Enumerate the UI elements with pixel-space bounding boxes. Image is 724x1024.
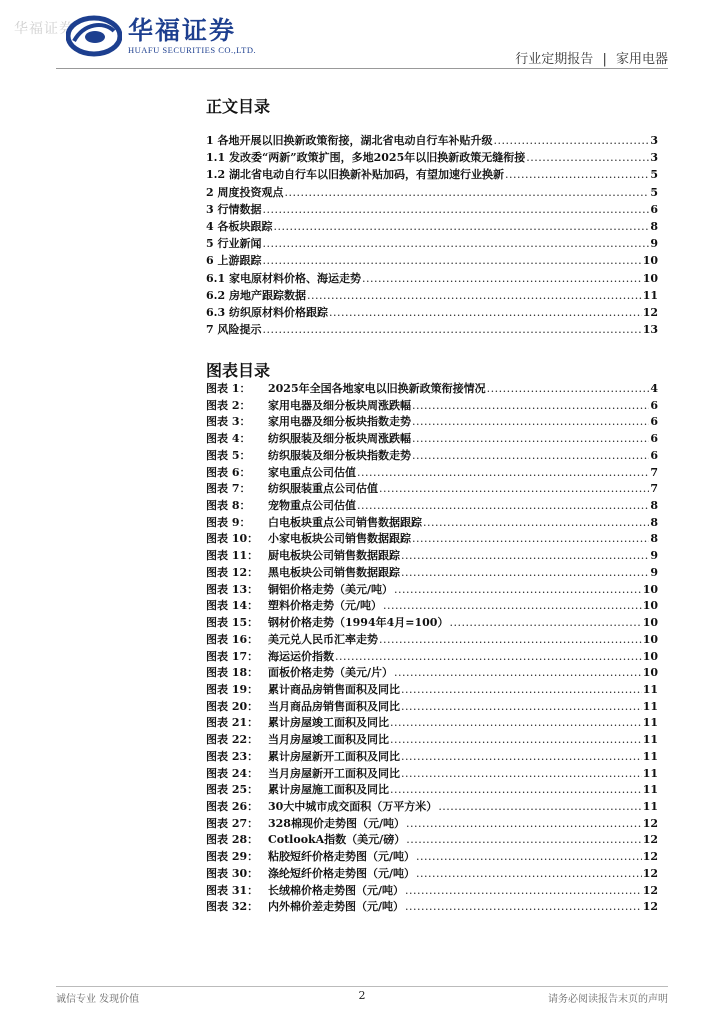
- figure-entry-label: 图表 29：: [206, 850, 259, 864]
- toc-leader-dots: [262, 201, 649, 218]
- figure-entry[interactable]: [206, 531, 658, 548]
- figure-entry-label: 图表 5：: [206, 448, 251, 462]
- toc-entry-page: 6: [650, 202, 658, 216]
- toc-leader-dots: [487, 381, 650, 398]
- figure-entry-title: [206, 749, 400, 766]
- figure-entry-text: 美元兑人民币汇率走势: [268, 632, 378, 646]
- figure-entry-page: 12: [642, 883, 658, 897]
- toc-leader-dots: [412, 414, 649, 431]
- header-divider: [56, 68, 668, 69]
- figure-entry-text: 30大中城市成交面积（万平方米）: [268, 799, 438, 813]
- figure-entry-label: 图表 18：: [206, 666, 259, 680]
- figure-entry-page: 12: [642, 816, 658, 830]
- figure-entry-page: 6: [650, 398, 658, 412]
- figure-entry[interactable]: [206, 665, 658, 682]
- toc-entry-text: 7 风险提示: [206, 323, 262, 337]
- figure-entry[interactable]: [206, 732, 658, 749]
- figure-entry-title: [206, 465, 356, 482]
- figure-entry[interactable]: [206, 515, 658, 532]
- toc-entry[interactable]: [206, 218, 658, 235]
- figure-entry-page: 10: [642, 649, 658, 663]
- toc-leader-dots: [284, 184, 649, 201]
- toc-leader-dots: [390, 715, 642, 732]
- figure-entry-text: 家用电器及细分板块指数走势: [268, 415, 411, 429]
- toc-leader-dots: [335, 649, 642, 666]
- figure-entry-label: 图表 13：: [206, 582, 259, 596]
- figure-entry[interactable]: [206, 598, 658, 615]
- figure-entry-title: [206, 883, 404, 900]
- figure-entry-title: [206, 448, 411, 465]
- figure-entry-page: 11: [642, 766, 658, 780]
- toc-leader-dots: [383, 598, 642, 615]
- toc-leader-dots: [401, 766, 642, 783]
- figure-entry[interactable]: [206, 649, 658, 666]
- toc-entry[interactable]: [206, 166, 658, 183]
- contents-list: [206, 132, 658, 338]
- toc-leader-dots: [262, 321, 641, 338]
- toc-entry[interactable]: [206, 252, 658, 269]
- figure-entry-page: 10: [642, 632, 658, 646]
- figure-entry-title: [206, 799, 437, 816]
- toc-leader-dots: [412, 431, 649, 448]
- figure-entry-title: [206, 381, 486, 398]
- figure-entry-page: 6: [650, 432, 658, 446]
- figure-entry-title: [206, 782, 389, 799]
- toc-entry[interactable]: [206, 132, 658, 149]
- toc-leader-dots: [405, 899, 642, 916]
- figure-entry-page: 10: [642, 582, 658, 596]
- toc-entry[interactable]: [206, 304, 658, 321]
- toc-leader-dots: [416, 849, 642, 866]
- figure-entry-text: 小家电板块公司销售数据跟踪: [268, 532, 411, 546]
- toc-entry-text: 6.1 家电原材料价格、海运走势: [206, 271, 361, 285]
- figure-entry-title: [206, 866, 415, 883]
- toc-entry[interactable]: [206, 149, 658, 166]
- figure-entry-label: 图表 17：: [206, 649, 259, 663]
- figure-entry-title: [206, 632, 378, 649]
- toc-leader-dots: [329, 304, 642, 321]
- figure-entry-label: 图表 1：: [206, 382, 251, 395]
- figure-entry-text: 累计房屋施工面积及同比: [268, 783, 389, 797]
- figure-entry-title: [206, 414, 411, 431]
- figure-entry-title: [206, 849, 415, 866]
- figure-entry-text: 家用电器及细分板块周涨跌幅: [268, 398, 411, 412]
- toc-leader-dots: [390, 782, 642, 799]
- toc-leader-dots: [379, 632, 642, 649]
- toc-leader-dots: [307, 287, 642, 304]
- toc-entry-text: 6 上游跟踪: [206, 254, 262, 268]
- figure-entry-title: [206, 832, 405, 849]
- page-number: 2: [358, 989, 366, 1002]
- figure-entry[interactable]: [206, 414, 658, 431]
- toc-leader-dots: [273, 218, 649, 235]
- figure-entry-title: [206, 582, 393, 599]
- figure-entry-title: [206, 615, 448, 632]
- figure-entry-label: 图表 19：: [206, 682, 259, 696]
- figure-entry-page: 12: [642, 900, 658, 914]
- figure-entry-text: 内外棉价差走势图（元/吨）: [268, 900, 405, 914]
- toc-leader-dots: [423, 515, 649, 532]
- figure-entry-title: [206, 548, 400, 565]
- figure-entry-label: 图表 14：: [206, 599, 259, 613]
- toc-leader-dots: [401, 565, 649, 582]
- figure-entry-label: 图表 12：: [206, 565, 259, 579]
- figure-entry-title: [206, 598, 382, 615]
- figure-entry-text: 328棉现价走势图（元/吨）: [268, 816, 405, 830]
- figure-entry-title: [206, 665, 393, 682]
- figure-entry-page: 11: [642, 699, 658, 713]
- figure-entry-label: 图表 25：: [206, 783, 259, 797]
- toc-leader-dots: [394, 665, 642, 682]
- figure-entry-label: 图表 20：: [206, 699, 259, 713]
- figure-entry-label: 图表 24：: [206, 766, 259, 780]
- figure-entry-page: 8: [650, 499, 658, 513]
- figure-entry-title: [206, 766, 400, 783]
- figure-entry-title: [206, 515, 422, 532]
- toc-leader-dots: [401, 548, 649, 565]
- figure-entry-label: 图表 9：: [206, 515, 251, 529]
- figure-entry-page: 6: [650, 448, 658, 462]
- report-header: [515, 48, 668, 67]
- figure-entry-text: 铜铝价格走势（美元/吨）: [268, 582, 394, 596]
- figure-entry-text: 白电板块重点公司销售数据跟踪: [268, 515, 422, 529]
- toc-leader-dots: [505, 166, 649, 183]
- figure-entry[interactable]: [206, 766, 658, 783]
- figure-entry-page: 7: [650, 465, 658, 479]
- figure-entry-label: 图表 27：: [206, 816, 259, 830]
- logo-name-cn: 华福证券: [128, 16, 237, 45]
- toc-leader-dots: [449, 615, 641, 632]
- figure-entry-page: 11: [642, 716, 658, 730]
- figure-entry-page: 7: [650, 482, 658, 496]
- toc-leader-dots: [394, 582, 642, 599]
- figure-entry[interactable]: [206, 799, 658, 816]
- figure-entry-text: 粘胶短纤价格走势图（元/吨）: [268, 850, 416, 864]
- figures-title: 图表目录: [206, 361, 271, 380]
- figure-entry-label: 图表 23：: [206, 749, 259, 763]
- figures-list: [206, 381, 658, 916]
- toc-leader-dots: [493, 132, 649, 149]
- figure-entry-text: 海运运价指数: [268, 649, 334, 663]
- footer-divider: [56, 986, 668, 987]
- figure-entry-title: [206, 899, 404, 916]
- figure-entry-page: 12: [642, 833, 658, 847]
- toc-entry[interactable]: [206, 270, 658, 287]
- figure-entry[interactable]: [206, 398, 658, 415]
- figure-entry-text: 纺织服装及细分板块指数走势: [268, 448, 411, 462]
- toc-leader-dots: [412, 448, 649, 465]
- figure-entry-label: 图表 32：: [206, 900, 259, 914]
- figure-entry-text: 当月商品房销售面积及同比: [268, 699, 400, 713]
- toc-leader-dots: [412, 398, 649, 415]
- figure-entry-text: 纺织服装重点公司估值: [268, 482, 378, 496]
- toc-entry[interactable]: [206, 201, 658, 218]
- toc-entry-text: 1 各地开展以旧换新政策衔接，湖北省电动自行车补贴升级: [206, 134, 493, 147]
- toc-entry-page: 10: [642, 271, 658, 285]
- figure-entry-title: [206, 699, 400, 716]
- figure-entry[interactable]: [206, 715, 658, 732]
- figure-entry-label: 图表 22：: [206, 733, 259, 747]
- figure-entry-title: [206, 732, 389, 749]
- figure-entry-label: 图表 31：: [206, 883, 259, 897]
- figure-entry-text: 面板价格走势（美元/片）: [268, 666, 394, 680]
- figure-entry[interactable]: [206, 816, 658, 833]
- toc-leader-dots: [401, 682, 642, 699]
- figure-entry[interactable]: [206, 465, 658, 482]
- figure-entry-label: 图表 7：: [206, 482, 251, 496]
- figure-entry-title: [206, 431, 411, 448]
- figure-entry-label: 图表 16：: [206, 632, 259, 646]
- figure-entry-text: 涤纶短纤价格走势图（元/吨）: [268, 866, 416, 880]
- figure-entry-page: 10: [642, 666, 658, 680]
- figure-entry-title: [206, 498, 356, 515]
- figure-entry-text: 黑电板块公司销售数据跟踪: [268, 565, 400, 579]
- figure-entry[interactable]: [206, 883, 658, 900]
- figure-entry-page: 10: [642, 616, 658, 630]
- toc-entry-page: 10: [642, 254, 658, 268]
- figure-entry-page: 11: [642, 682, 658, 696]
- figure-entry-text: 累计房屋新开工面积及同比: [268, 749, 400, 763]
- figure-entry[interactable]: [206, 849, 658, 866]
- toc-entry-text: 6.3 纺织原材料价格跟踪: [206, 305, 328, 319]
- figure-entry[interactable]: [206, 682, 658, 699]
- figure-entry-text: 累计商品房销售面积及同比: [268, 682, 400, 696]
- footer-disclaimer: 请务必阅读报告末页的声明: [548, 994, 668, 1005]
- toc-entry[interactable]: [206, 184, 658, 201]
- toc-leader-dots: [379, 481, 649, 498]
- toc-entry-text: 1.1 发改委“两新”政策扩围，多地2025年以旧换新政策无缝衔接: [206, 151, 526, 165]
- figure-entry-title: [206, 398, 411, 415]
- toc-entry[interactable]: [206, 235, 658, 252]
- toc-leader-dots: [406, 816, 642, 833]
- figure-entry-title: [206, 682, 400, 699]
- toc-leader-dots: [401, 749, 642, 766]
- toc-leader-dots: [405, 883, 642, 900]
- watermark-text: 华福证券: [14, 21, 74, 37]
- figure-entry-text: 塑料价格走势（元/吨）: [268, 599, 383, 613]
- toc-leader-dots: [526, 149, 649, 166]
- toc-leader-dots: [406, 832, 641, 849]
- figure-entry-page: 11: [642, 749, 658, 763]
- figure-entry[interactable]: [206, 498, 658, 515]
- figure-entry-page: 12: [642, 866, 658, 880]
- figure-entry-label: 图表 4：: [206, 432, 251, 446]
- footer-slogan: 诚信专业 发现价值: [56, 994, 140, 1005]
- figure-entry[interactable]: [206, 481, 658, 498]
- toc-entry-page: 8: [650, 219, 658, 233]
- figure-entry-page: 11: [642, 783, 658, 797]
- figure-entry[interactable]: [206, 431, 658, 448]
- toc-leader-dots: [412, 531, 649, 548]
- figure-entry-label: 图表 8：: [206, 499, 251, 513]
- figure-entry-label: 图表 28：: [206, 833, 259, 847]
- toc-entry[interactable]: [206, 321, 658, 338]
- toc-leader-dots: [357, 498, 649, 515]
- figure-entry[interactable]: [206, 866, 658, 883]
- figure-entry-title: [206, 816, 405, 833]
- toc-entry-text: 6.2 房地产跟踪数据: [206, 288, 306, 302]
- figure-entry-text: 钢材价格走势（1994年4月=100）: [268, 616, 449, 630]
- figure-entry[interactable]: [206, 615, 658, 632]
- logo-name-en: HUAFU SECURITIES CO.,LTD.: [128, 45, 257, 55]
- figure-entry-page: 8: [650, 532, 658, 546]
- figure-entry-label: 图表 26：: [206, 799, 259, 813]
- contents-title: 正文目录: [206, 97, 271, 116]
- report-type: 行业定期报告: [515, 52, 594, 67]
- figure-entry[interactable]: [206, 899, 658, 916]
- figure-entry-text: 累计房屋竣工面积及同比: [268, 716, 389, 730]
- figure-entry-page: 9: [650, 565, 658, 579]
- toc-entry-page: 11: [642, 288, 658, 302]
- figure-entry[interactable]: [206, 832, 658, 849]
- toc-entry-page: 3: [650, 134, 658, 147]
- figure-entry-label: 图表 10：: [206, 532, 259, 546]
- figure-entry[interactable]: [206, 448, 658, 465]
- figure-entry-text: 长绒棉价格走势图（元/吨）: [268, 883, 405, 897]
- figure-entry-label: 图表 30：: [206, 866, 259, 880]
- figure-entry[interactable]: [206, 699, 658, 716]
- figure-entry[interactable]: [206, 749, 658, 766]
- figure-entry-title: [206, 481, 378, 498]
- toc-entry-page: 3: [650, 151, 658, 165]
- figure-entry-title: [206, 565, 400, 582]
- huafu-logo-icon: [66, 15, 122, 57]
- figure-entry[interactable]: [206, 548, 658, 565]
- figure-entry-text: 当月房屋竣工面积及同比: [268, 733, 389, 747]
- toc-entry-text: 4 各板块跟踪: [206, 219, 273, 233]
- figure-entry-text: 宠物重点公司估值: [268, 499, 356, 513]
- toc-entry-page: 5: [650, 185, 658, 199]
- figure-entry-page: 8: [650, 515, 658, 529]
- toc-entry-page: 5: [650, 168, 658, 182]
- figure-entry-text: 家电重点公司估值: [268, 465, 356, 479]
- toc-leader-dots: [357, 465, 649, 482]
- figure-entry[interactable]: [206, 381, 658, 398]
- toc-leader-dots: [390, 732, 642, 749]
- toc-entry-text: 5 行业新闻: [206, 237, 262, 251]
- toc-leader-dots: [262, 252, 641, 269]
- figure-entry-text: 纺织服装及细分板块周涨跌幅: [268, 432, 411, 446]
- figure-entry-text: CotlookA指数（美元/磅）: [268, 833, 406, 847]
- figure-entry[interactable]: [206, 632, 658, 649]
- figure-entry[interactable]: [206, 782, 658, 799]
- toc-entry-text: 1.2 湖北省电动自行车以旧换新补贴加码，有望加速行业换新: [206, 168, 504, 182]
- figure-entry-page: 6: [650, 415, 658, 429]
- figure-entry[interactable]: [206, 565, 658, 582]
- figure-entry-text: 厨电板块公司销售数据跟踪: [268, 549, 400, 563]
- figure-entry-label: 图表 3：: [206, 415, 251, 429]
- figure-entry-title: [206, 531, 411, 548]
- report-sector: 家用电器: [615, 52, 668, 67]
- figure-entry-label: 图表 21：: [206, 716, 259, 730]
- figure-entry-text: 2025年全国各地家电以旧换新政策衔接情况: [268, 382, 486, 395]
- figure-entry-label: 图表 6：: [206, 465, 251, 479]
- toc-entry-page: 12: [642, 305, 658, 319]
- toc-entry-text: 2 周度投资观点: [206, 185, 284, 199]
- header-separator: |: [602, 52, 607, 67]
- figure-entry-page: 9: [650, 549, 658, 563]
- figure-entry-page: 10: [642, 599, 658, 613]
- toc-entry-text: 3 行情数据: [206, 202, 262, 216]
- figure-entry-page: 12: [642, 850, 658, 864]
- figure-entry-text: 当月房屋新开工面积及同比: [268, 766, 400, 780]
- figure-entry-page: 11: [642, 799, 658, 813]
- figure-entry-label: 图表 15：: [206, 616, 259, 630]
- figure-entry-title: [206, 649, 334, 666]
- figure-entry-page: 4: [650, 382, 658, 395]
- figure-entry-title: [206, 715, 389, 732]
- figure-entry-page: 11: [642, 733, 658, 747]
- toc-entry-page: 13: [642, 323, 658, 337]
- toc-entry-page: 9: [650, 237, 658, 251]
- toc-leader-dots: [362, 270, 642, 287]
- company-logo: [66, 14, 256, 58]
- figure-entry-label: 图表 11：: [206, 549, 259, 563]
- toc-entry[interactable]: [206, 287, 658, 304]
- toc-leader-dots: [416, 866, 642, 883]
- toc-leader-dots: [262, 235, 649, 252]
- toc-leader-dots: [401, 699, 642, 716]
- toc-leader-dots: [438, 799, 641, 816]
- figure-entry[interactable]: [206, 582, 658, 599]
- figure-entry-label: 图表 2：: [206, 398, 251, 412]
